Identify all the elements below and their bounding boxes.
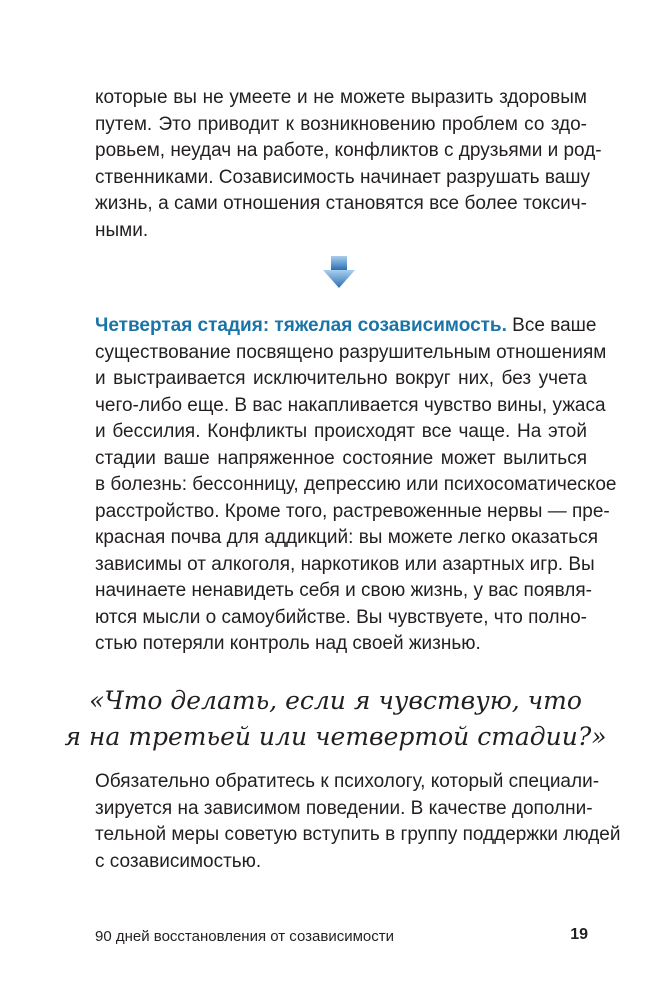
- text-line: с созависимостью.: [95, 850, 262, 872]
- text-line: зависимы от алкоголя, наркотиков или азартных игр. Вы: [95, 553, 595, 575]
- paragraph-stage-four: [95, 313, 617, 658]
- pull-quote: [60, 683, 611, 755]
- text-line: существование посвящено разрушительным отношениям: [95, 341, 607, 363]
- text-line: и бессилия. Конфликты происходят все чаще. На этой: [95, 421, 587, 442]
- text-line: и выстраивается исключительно вокруг них, без учета: [95, 368, 587, 389]
- text-line: жизнь, а сами отношения становятся все более токсич-: [95, 193, 587, 214]
- text-line: которые вы не умеете и не можете выразить здоровым: [95, 87, 587, 108]
- text-line: стью потеряли контроль над своей жизнью.: [95, 633, 481, 654]
- text-line: чего-либо еще. В вас накапливается чувство вины, ужаса: [95, 394, 606, 416]
- text-line: ются мысли о самоубийстве. Вы чувствуете, что полно-: [95, 606, 587, 628]
- paragraph-stage-three-end: [95, 85, 602, 244]
- text-line: ными.: [95, 219, 149, 241]
- text-line: путем. Это приводит к возникновению проблем со здо-: [95, 113, 587, 135]
- text-line: красная почва для аддикций: вы можете легко оказаться: [95, 527, 598, 548]
- paragraph-advice: [95, 769, 621, 875]
- text-fragment: Все ваше: [506, 315, 597, 336]
- page-number: 19: [570, 926, 588, 943]
- quote-line: «Что делать, если я чувствую, что: [89, 686, 582, 715]
- text-line: начинаете ненавидеть себя и свою жизнь, у вас появля-: [95, 580, 592, 601]
- text-line: ровьем, неудач на работе, конфликтов с друзьями и род-: [95, 140, 602, 161]
- text-line: тельной меры советую вступить в группу поддержки людей: [95, 824, 621, 845]
- down-arrow-icon: [322, 255, 356, 289]
- text-line: зируется на зависимом поведении. В качестве дополни-: [95, 797, 593, 819]
- text-line: Обязательно обратитесь к психологу, который специали-: [95, 771, 600, 792]
- text-line: в болезнь: бессонницу, депрессию или психосоматическое: [95, 474, 617, 495]
- text-line: расстройство. Кроме того, растревоженные нервы — пре-: [95, 500, 610, 522]
- running-footer-title: 90 дней восстановления от созависимости: [95, 928, 395, 945]
- text-line: стадии ваше напряженное состояние может вылиться: [95, 447, 587, 469]
- text-line: [95, 313, 597, 340]
- stage-four-heading: Четвертая стадия: тяжелая созависимость.: [95, 315, 507, 336]
- text-line: ственниками. Созависимость начинает разрушать вашу: [95, 166, 591, 188]
- quote-line: я на третьей или четвертой стадии?»: [64, 722, 607, 751]
